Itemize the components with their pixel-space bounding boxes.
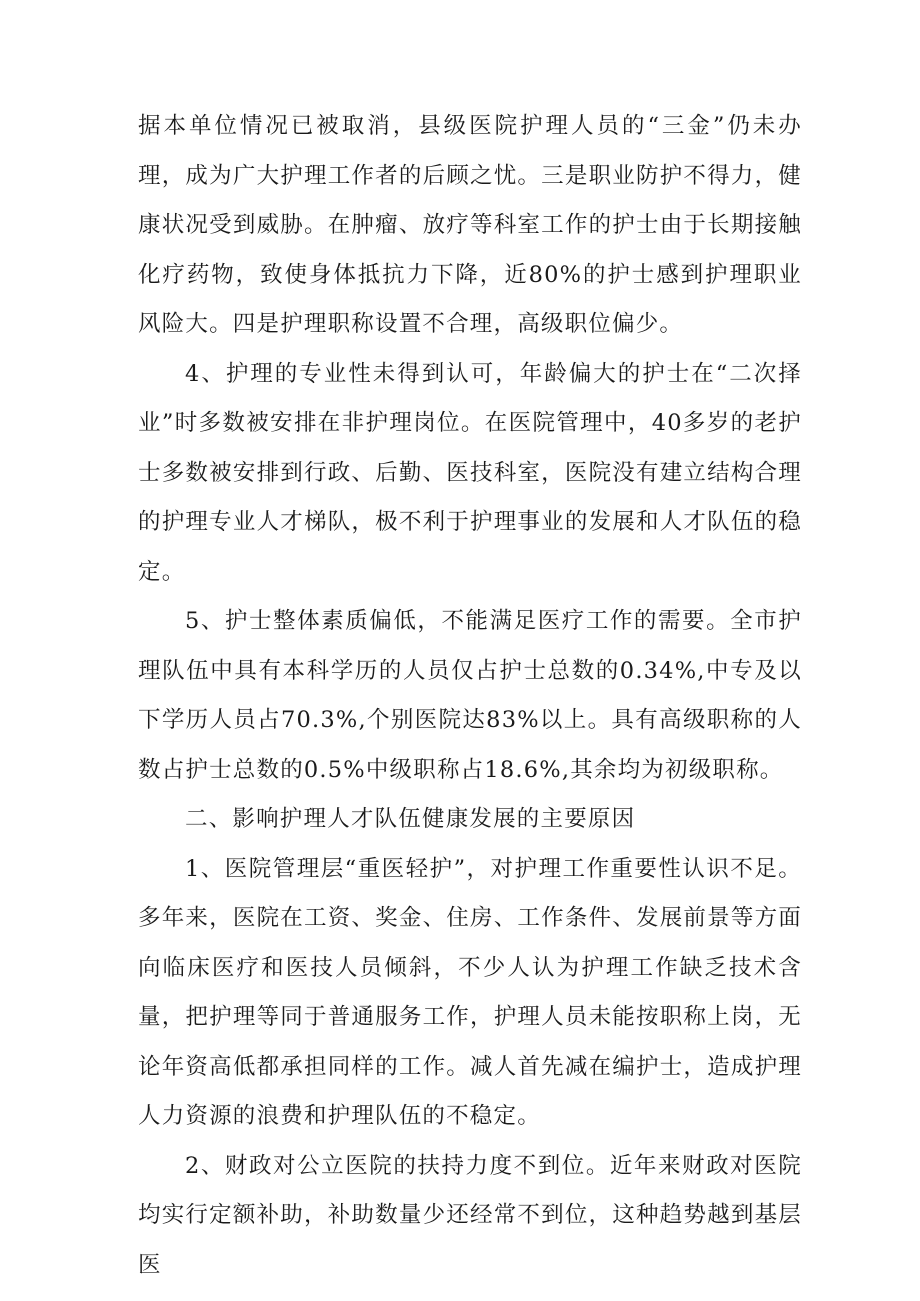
paragraph-item-4: 4、护理的专业性未得到认可，年龄偏大的护士在“二次择业”时多数被安排在非护理岗位。在医院管理中，40多岁的老护士多数被安排到行政、后勤、医技科室，医院没有建立结构合理的护理专业人才梯队，极不利于护理事业的发展和人才队伍的稳定。 <box>138 360 802 585</box>
paragraph-item-5: 5、护士整体素质偏低，不能满足医疗工作的需要。全市护理队伍中具有本科学历的人员仅占护士总数的0.34%,中专及以下学历人员占70.3%,个别医院达83%以上。具有高级职称的人数占护士总数的0.5%中级职称占18.6%,其余均为初级职称。 <box>138 608 802 783</box>
paragraph-continued: 据本单位情况已被取消，县级医院护理人员的“三金”仍未办理，成为广大护理工作者的后顾之忧。三是职业防护不得力，健康状况受到威胁。在肿瘤、放疗等科室工作的护士由于长期接触化疗药物，致使身体抵抗力下降，近80%的护士感到护理职业风险大。四是护理职称设置不合理，高级职位偏少。 <box>138 113 802 337</box>
section-heading-2: 二、影响护理人才队伍健康发展的主要原因 <box>185 806 636 832</box>
paragraph-reason-2: 2、财政对公立医院的扶持力度不到位。近年来财政对医院均实行定额补助，补助数量少还经常不到位，这种趋势越到基层医 <box>138 1152 802 1278</box>
paragraph-reason-1: 1、医院管理层“重医轻护”，对护理工作重要性认识不足。多年来，医院在工资、奖金、住房、工作条件、发展前景等方面向临床医疗和医技人员倾斜，不少人认为护理工作缺乏技术含量，把护理等同于普通服务工作，护理人员未能按职称上岗，无论年资高低都承担同样的工作。减人首先减在编护士，造成护理人力资源的浪费和护理队伍的不稳定。 <box>138 855 802 1129</box>
document-body <box>138 102 802 1290</box>
